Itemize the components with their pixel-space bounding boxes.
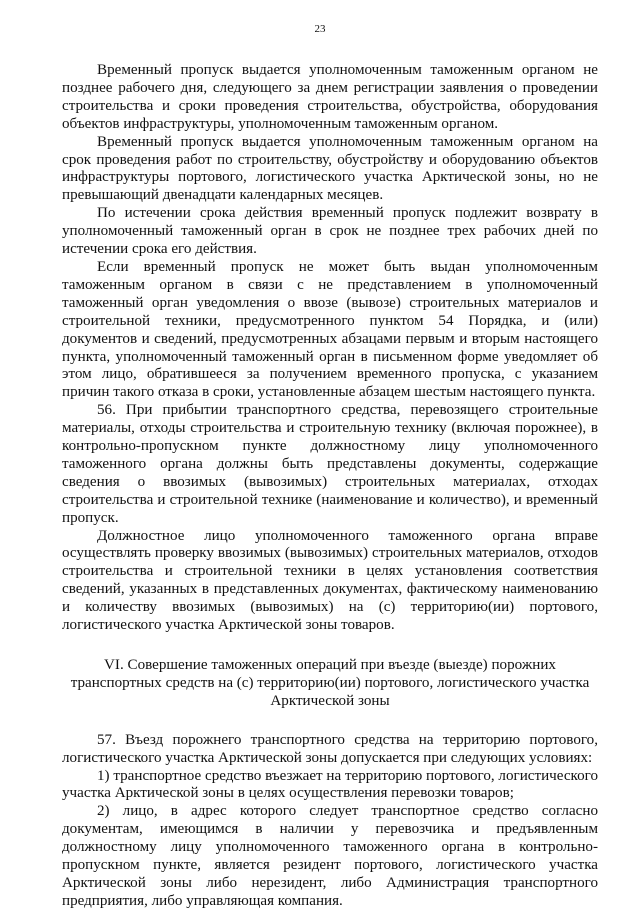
document-body [62,62,598,911]
paragraph-item-57: 57. Въезд порожнего транспортного средства на территорию портового, логистического участка Арктической зоны допускается при следующих условиях: [62,731,598,766]
section-heading-line: Арктической зоны [270,692,390,709]
paragraph-item-56: 56. При прибытии транспортного средства, перевозящего строительные материалы, отходы строительства и строительную технику (включая порожнее), в контрольно-пропускном пункте должностному лицу уполномоченного таможенного органа должны быть представлены документы, содержащие сведения о ввозимых (вывозимых) строительных материалах, отходах строительства и строительной технике (наименование и количество), и временный пропуск. [62,402,598,526]
paragraph: По истечении срока действия временный пропуск подлежит возврату в уполномоченный таможенный орган в срок не позднее трех рабочих дней по истечении срока его действия. [62,205,598,258]
section-heading-line: транспортных средств на (с) территорию(ии) портового, логистического участка [70,674,590,691]
paragraph: Должностное лицо уполномоченного таможенного органа вправе осуществлять проверку ввозимых (вывозимых) строительных материалов, отходов строительства и строительной техники в целях установления соответствия сведений, указанных в представленных документах, фактическому наименованию и количеству ввозимых (вывозимых) на (с) территорию(ии) портового, логистического участка Арктической зоны товаров. [62,527,598,634]
paragraph: Временный пропуск выдается уполномоченным таможенным органом на срок проведения работ по строительству, обустройству и оборудованию объектов инфраструктуры портового, логистического участка Арктической зоны, но не превышающий двенадцати календарных месяцев. [62,133,598,204]
page-number: 23 [314,23,326,35]
section-heading-line: VI. Совершение таможенных операций при въезде (выезде) порожних [104,657,556,673]
list-item: 1) транспортное средство въезжает на территорию портового, логистического участка Арктической зоны в целях осуществления перевозки товаров; [62,767,598,802]
paragraph: Временный пропуск выдается уполномоченным таможенным органом не позднее рабочего дня, следующего за днем регистрации заявления о проведении строительства и сроки проведения строительства, обустройства, оборудования объектов инфраструктуры, уполномоченным таможенным органом. [62,62,598,132]
section-heading [62,657,598,711]
list-item: 2) лицо, в адрес которого следует транспортное средство согласно документам, имеющимся в наличии у перевозчика и предъявленным должностному лицу уполномоченного таможенного органа в контрольно-пропускном пункте, является резидент портового, логистического участка Арктической зоны либо нерезидент, либо Администрация транспортного предприятия, либо управляющая компания. [62,803,598,909]
paragraph: Если временный пропуск не может быть выдан уполномоченным таможенным органом в связи с не представлением в уполномоченный таможенный орган уведомления о ввозе (вывозе) строительных материалов и строительной техники, предусмотренного пунктом 54 Порядка, и (или) документов и сведений, предусмотренных абзацами первым и вторым настоящего пункта, уполномоченный таможенный орган в письменном форме уведомляет об этом лицо, обратившееся за получением временного пропуска, с указанием причин такого отказа в сроки, установленные абзацем шестым настоящего пункта. [62,258,598,401]
